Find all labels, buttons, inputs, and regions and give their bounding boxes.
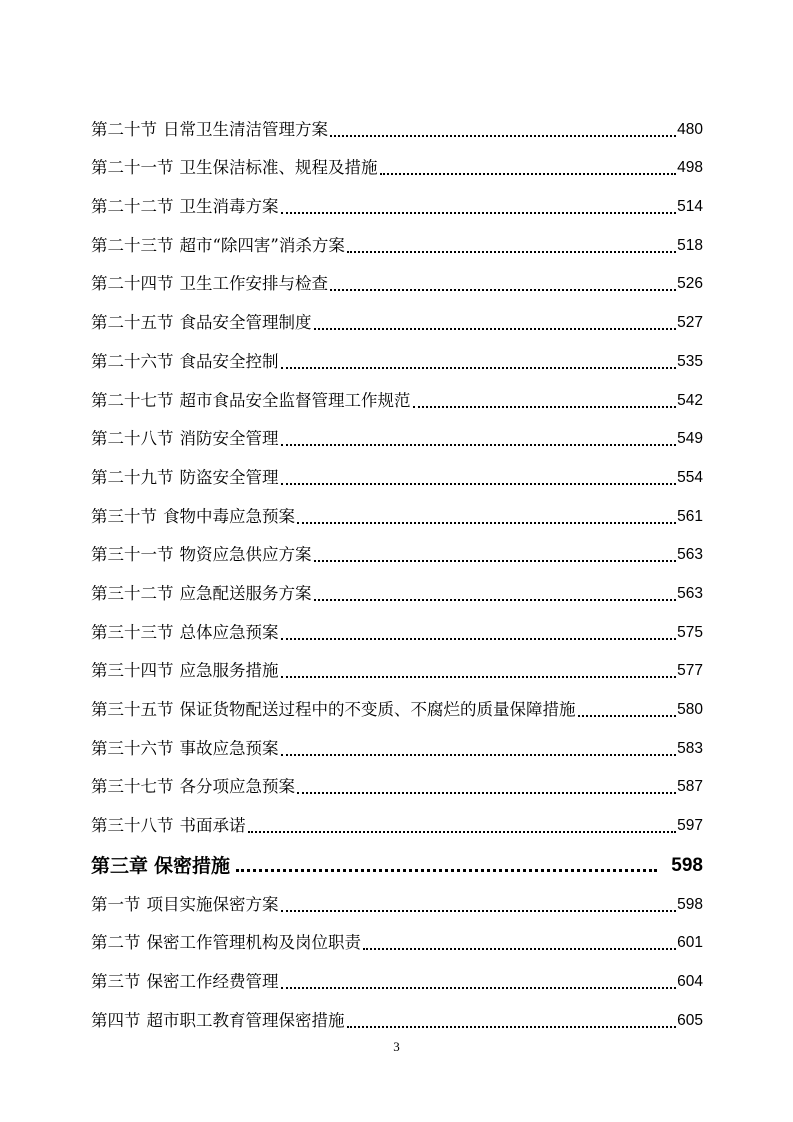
toc-section-title: 卫生工作安排与检查 bbox=[179, 274, 328, 294]
toc-entry-label bbox=[91, 659, 279, 683]
toc-entry-label bbox=[91, 195, 279, 219]
toc-leader-dots bbox=[330, 289, 676, 291]
toc-entry-label bbox=[91, 814, 246, 838]
toc-section-title: 消防安全管理 bbox=[179, 429, 279, 449]
toc-entry[interactable] bbox=[91, 335, 703, 374]
toc-section-title: 事故应急预案 bbox=[179, 738, 279, 758]
toc-page-number: 580 bbox=[677, 701, 703, 718]
toc-entry[interactable] bbox=[91, 258, 703, 297]
toc-section-number: 第三十一节 bbox=[91, 545, 174, 565]
toc-section-title: 防盗安全管理 bbox=[179, 467, 279, 487]
toc-entry[interactable] bbox=[91, 878, 703, 917]
toc-leader-dots bbox=[236, 869, 657, 872]
toc-section-title: 食品安全管理制度 bbox=[179, 313, 312, 333]
toc-entry-label bbox=[91, 582, 312, 606]
toc-section-number: 第三十五节 bbox=[91, 700, 174, 719]
toc-leader-dots bbox=[281, 638, 677, 640]
toc-section-number: 第二十一节 bbox=[91, 158, 174, 178]
toc-section-title: 总体应急预案 bbox=[179, 622, 279, 642]
toc-leader-dots bbox=[281, 483, 677, 485]
toc-section-number: 第三十三节 bbox=[91, 622, 174, 642]
toc-entry[interactable] bbox=[91, 917, 703, 956]
toc-entry-label bbox=[91, 118, 328, 142]
toc-leader-dots bbox=[314, 328, 677, 330]
toc-section-number: 第三十二节 bbox=[91, 583, 174, 603]
toc-leader-dots bbox=[281, 676, 677, 678]
toc-section-title: 项目实施保密方案 bbox=[146, 894, 279, 914]
toc-page-number: 577 bbox=[677, 662, 703, 680]
toc-entry-label bbox=[91, 505, 295, 529]
toc-section-number: 第二十六节 bbox=[91, 351, 174, 371]
toc-page-number: 605 bbox=[677, 1011, 703, 1029]
toc-page-number: 527 bbox=[677, 314, 703, 332]
toc-page-number: 480 bbox=[677, 120, 703, 138]
toc-page-number: 535 bbox=[677, 352, 703, 370]
toc-entry-label bbox=[91, 737, 279, 761]
toc-entry[interactable] bbox=[91, 413, 703, 452]
toc-entry-label bbox=[91, 543, 312, 567]
toc-entry[interactable] bbox=[91, 645, 703, 684]
toc-section-title: 保密措施 bbox=[154, 855, 231, 878]
toc-section-title: 卫生消毒方案 bbox=[179, 197, 279, 217]
toc-entry-label bbox=[91, 156, 378, 180]
toc-page-number: 587 bbox=[677, 778, 703, 796]
toc-page-number: 604 bbox=[677, 973, 703, 991]
toc-section-number: 第二十四节 bbox=[91, 274, 174, 294]
toc-entry-label bbox=[91, 775, 295, 799]
toc-page-number: 549 bbox=[677, 430, 703, 448]
toc-page-number: 561 bbox=[677, 507, 703, 525]
toc-section-title: 日常卫生清洁管理方案 bbox=[163, 119, 328, 139]
toc-entry[interactable] bbox=[91, 606, 703, 645]
toc-page-number: 575 bbox=[677, 623, 703, 641]
toc-leader-dots bbox=[363, 948, 676, 950]
toc-section-number: 第三十八节 bbox=[91, 816, 174, 836]
toc-leader-dots bbox=[281, 444, 677, 446]
toc-entry[interactable] bbox=[91, 722, 703, 761]
toc-section-number: 第三节 bbox=[91, 972, 141, 992]
toc-section-title: 食品安全控制 bbox=[179, 351, 279, 371]
toc-entry[interactable] bbox=[91, 296, 703, 335]
toc-page-number: 554 bbox=[677, 468, 703, 486]
toc-entry-label bbox=[91, 893, 279, 917]
toc-section-title: 书面承诺 bbox=[179, 816, 246, 836]
toc-leader-dots bbox=[347, 1026, 677, 1028]
toc-section-title: 应急配送服务方案 bbox=[179, 583, 312, 603]
toc-section-number: 第四节 bbox=[91, 1010, 141, 1030]
toc-leader-dots bbox=[347, 251, 676, 253]
toc-section-number: 第二十九节 bbox=[91, 467, 174, 487]
page-number: 3 bbox=[393, 1039, 400, 1054]
toc-section-number: 第二十七节 bbox=[91, 390, 174, 410]
toc-entry[interactable] bbox=[91, 955, 703, 994]
toc-page-number: 601 bbox=[677, 934, 703, 952]
toc-section-number: 第一节 bbox=[91, 894, 141, 914]
toc-section-title: 保密工作经费管理 bbox=[146, 972, 279, 992]
toc-entry-label bbox=[91, 350, 279, 374]
toc-leader-dots bbox=[314, 560, 677, 562]
toc-entry[interactable] bbox=[91, 142, 703, 181]
toc-section-title: 食物中毒应急预案 bbox=[163, 506, 295, 526]
toc-section-number: 第三章 bbox=[91, 855, 149, 878]
table-of-contents bbox=[91, 103, 703, 1033]
toc-entry[interactable] bbox=[91, 799, 703, 838]
toc-entry[interactable] bbox=[91, 761, 703, 800]
toc-leader-dots bbox=[297, 792, 676, 794]
toc-leader-dots bbox=[281, 987, 677, 989]
toc-section-number: 第三十节 bbox=[91, 506, 157, 526]
toc-entry-label bbox=[91, 389, 411, 413]
toc-page-number: 598 bbox=[677, 895, 703, 913]
toc-entry-label bbox=[91, 621, 279, 645]
toc-entry[interactable] bbox=[91, 994, 703, 1033]
toc-entry[interactable] bbox=[91, 103, 703, 142]
toc-entry[interactable] bbox=[91, 180, 703, 219]
toc-leader-dots bbox=[314, 599, 677, 601]
toc-entry[interactable] bbox=[91, 490, 703, 529]
toc-page-number: 542 bbox=[677, 391, 703, 409]
toc-entry-label bbox=[91, 466, 279, 490]
toc-page-number: 563 bbox=[677, 584, 703, 602]
toc-section-title: 卫生保洁标准、规程及措施 bbox=[179, 158, 378, 178]
toc-page-number: 597 bbox=[677, 817, 703, 835]
toc-entry-label bbox=[91, 698, 576, 722]
toc-section-title: 超市“除四害”消杀方案 bbox=[179, 235, 345, 255]
toc-leader-dots bbox=[248, 831, 677, 833]
toc-leader-dots bbox=[413, 406, 677, 408]
toc-leader-dots bbox=[578, 715, 677, 717]
toc-entry-label bbox=[91, 234, 345, 258]
toc-leader-dots bbox=[380, 173, 677, 175]
toc-entry-label bbox=[91, 1009, 345, 1033]
toc-leader-dots bbox=[281, 754, 677, 756]
toc-page-number: 514 bbox=[677, 198, 703, 216]
toc-section-title: 保密工作管理机构及岗位职责 bbox=[146, 933, 361, 953]
toc-entry-label bbox=[91, 970, 279, 994]
toc-leader-dots bbox=[281, 212, 677, 214]
toc-section-number: 第三十四节 bbox=[91, 661, 174, 681]
toc-section-title: 超市食品安全监督管理工作规范 bbox=[179, 390, 411, 410]
toc-entry[interactable] bbox=[91, 374, 703, 413]
toc-section-number: 第二十五节 bbox=[91, 313, 174, 333]
toc-chapter-entry[interactable] bbox=[91, 838, 703, 878]
toc-leader-dots bbox=[330, 135, 676, 137]
toc-entry-label bbox=[91, 311, 312, 335]
toc-entry-label bbox=[91, 272, 328, 296]
toc-section-title: 超市职工教育管理保密措施 bbox=[146, 1010, 345, 1030]
toc-section-number: 第三十七节 bbox=[91, 777, 174, 797]
toc-section-title: 保证货物配送过程中的不变质、不腐烂的质量保障措施 bbox=[179, 700, 576, 719]
toc-section-number: 第二十八节 bbox=[91, 429, 174, 449]
toc-leader-dots bbox=[281, 367, 677, 369]
toc-entry[interactable] bbox=[91, 567, 703, 606]
toc-entry[interactable] bbox=[91, 683, 703, 722]
toc-section-title: 各分项应急预案 bbox=[179, 777, 295, 797]
toc-section-number: 第二十节 bbox=[91, 119, 157, 139]
toc-page-number: 526 bbox=[677, 275, 703, 293]
toc-entry-label bbox=[91, 427, 279, 451]
toc-entry[interactable] bbox=[91, 529, 703, 568]
toc-page-number: 598 bbox=[671, 855, 703, 877]
toc-page-number: 498 bbox=[677, 159, 703, 177]
toc-page-number: 583 bbox=[677, 739, 703, 757]
toc-section-title: 物资应急供应方案 bbox=[179, 545, 312, 565]
toc-page-number: 518 bbox=[677, 236, 703, 254]
toc-section-number: 第二节 bbox=[91, 933, 141, 953]
toc-section-title: 应急服务措施 bbox=[179, 661, 279, 681]
toc-leader-dots bbox=[281, 910, 677, 912]
toc-entry-label bbox=[91, 931, 361, 955]
toc-section-number: 第二十三节 bbox=[91, 235, 174, 255]
toc-leader-dots bbox=[297, 522, 676, 524]
toc-page-number: 563 bbox=[677, 546, 703, 564]
toc-entry-label bbox=[91, 854, 230, 878]
toc-entry[interactable] bbox=[91, 451, 703, 490]
toc-section-number: 第三十六节 bbox=[91, 738, 174, 758]
toc-section-number: 第二十二节 bbox=[91, 197, 174, 217]
toc-entry[interactable] bbox=[91, 219, 703, 258]
